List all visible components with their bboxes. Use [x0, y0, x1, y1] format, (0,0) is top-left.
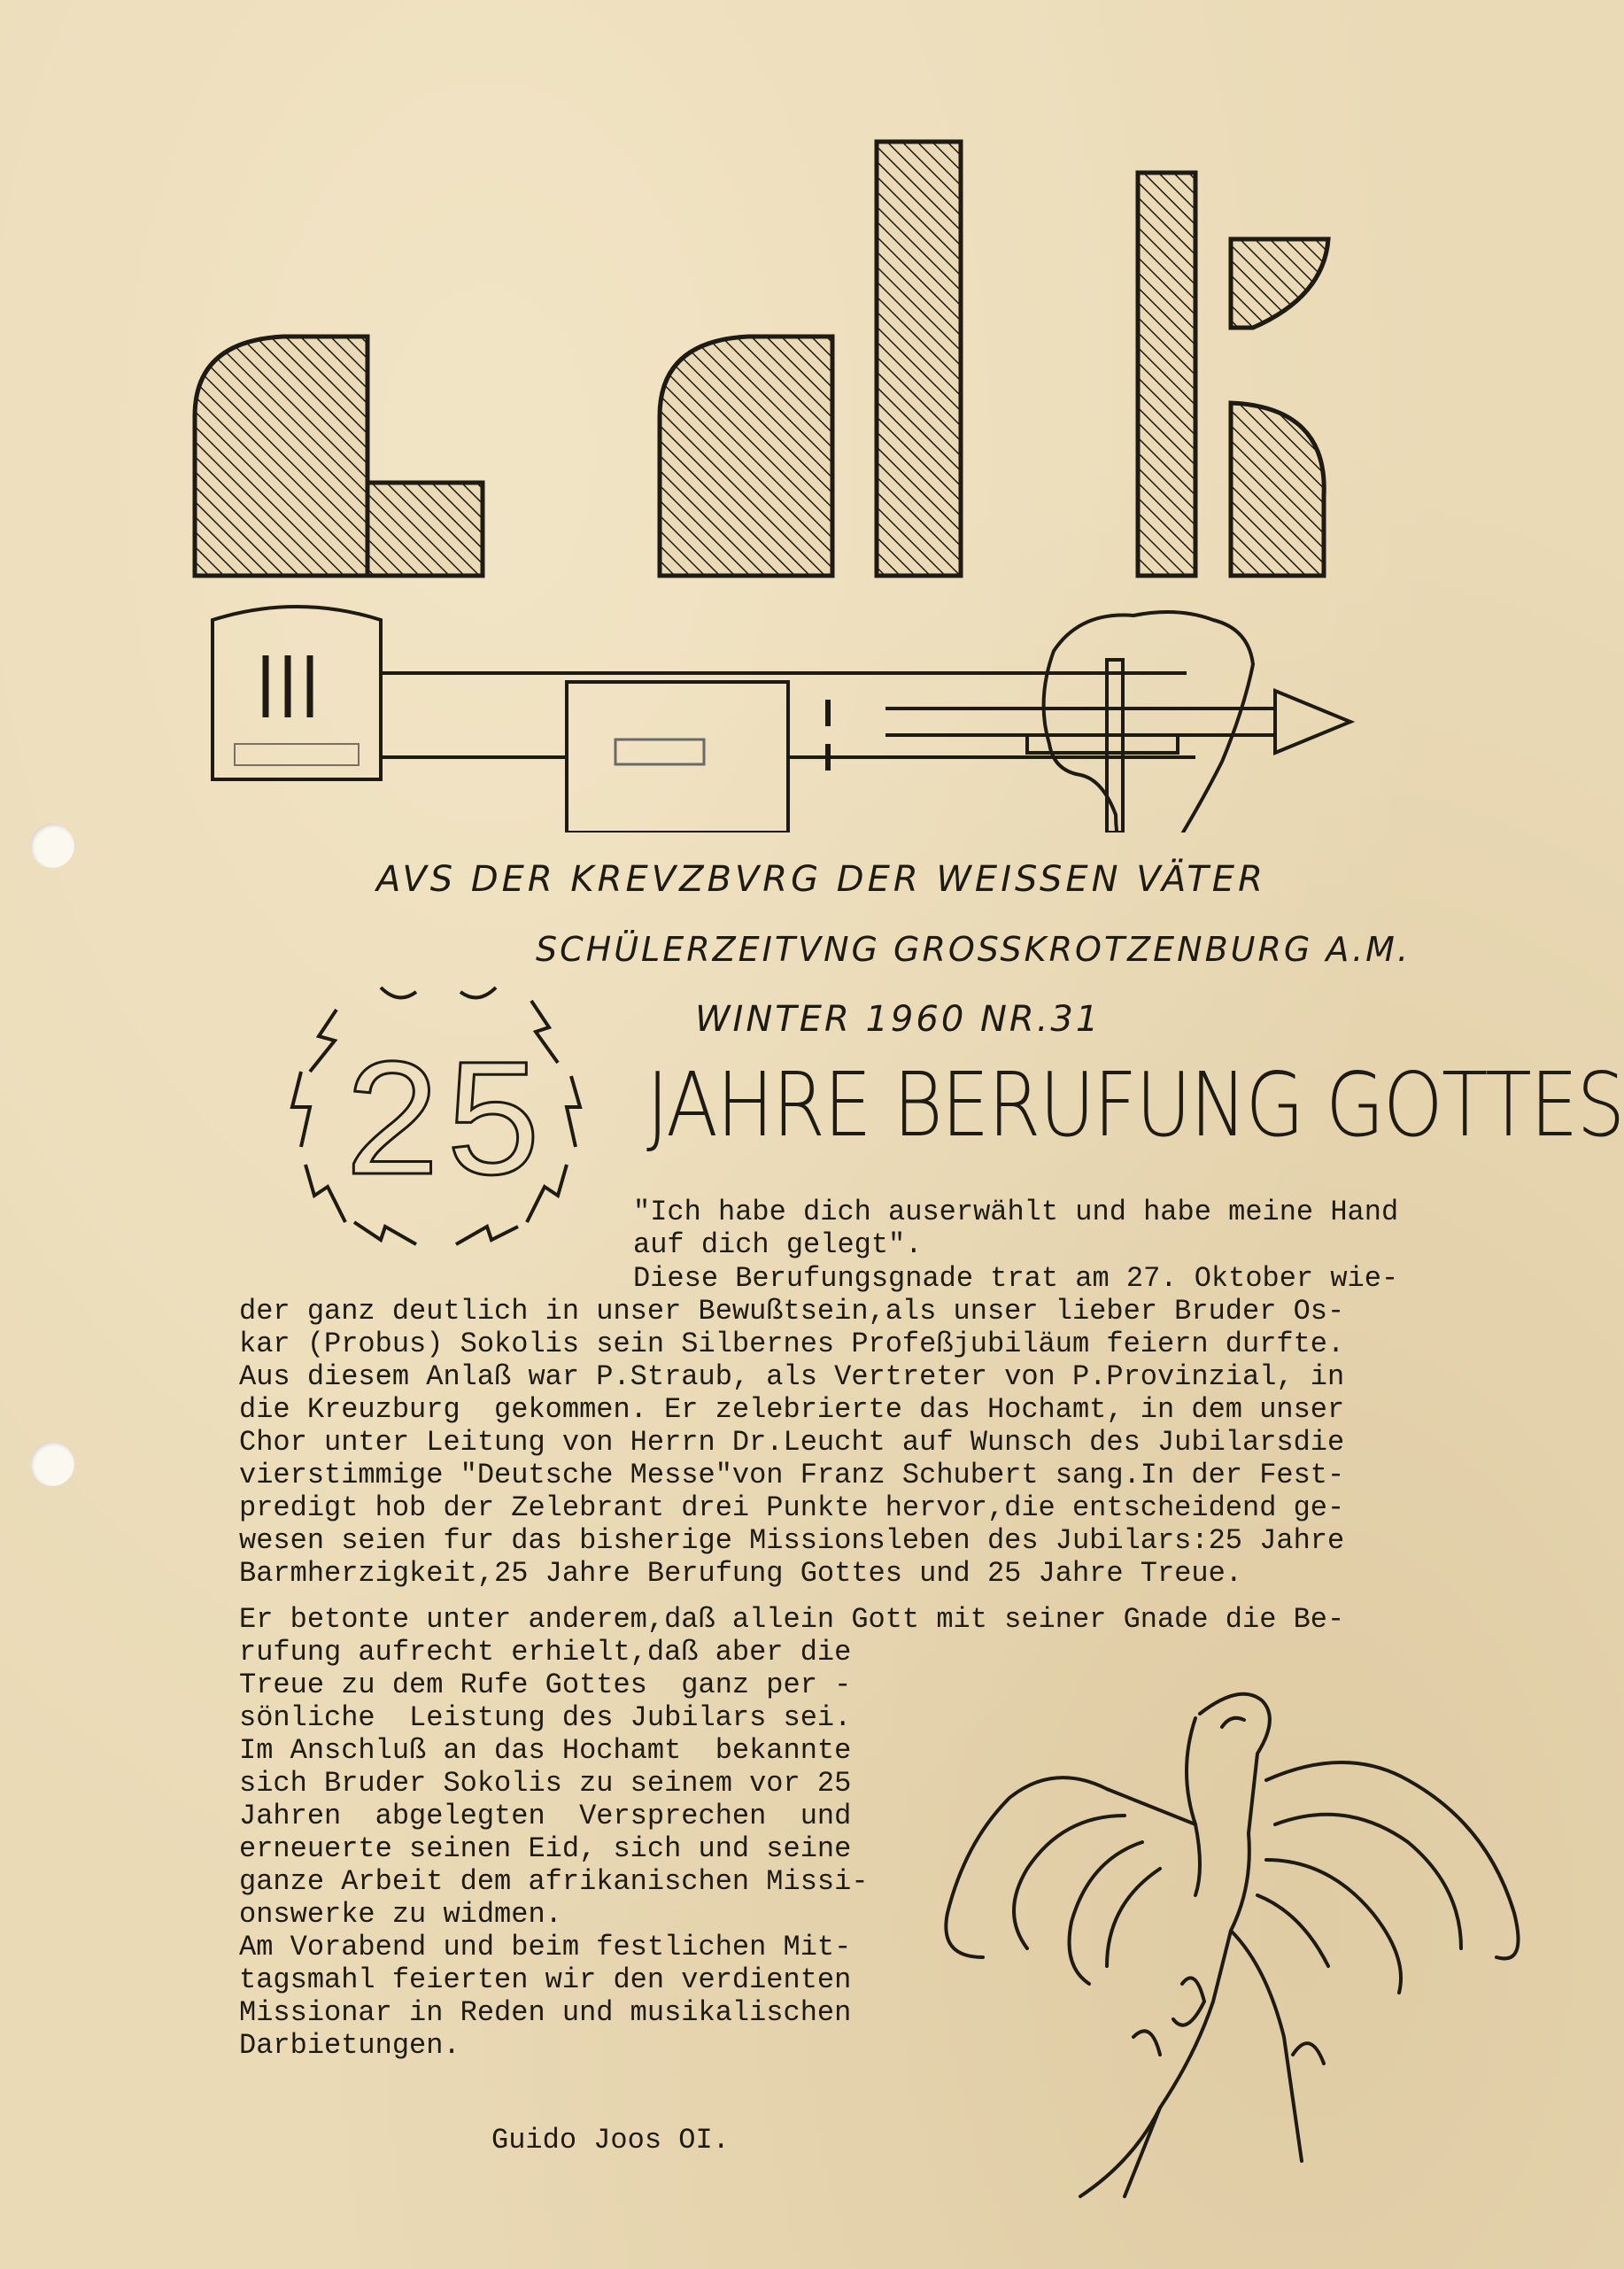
logo-letter-a1	[195, 337, 483, 576]
paragraph-2-line: Er betonte unter anderem,daß allein Gott mit seiner Gnade die Be-	[239, 1603, 1345, 1636]
cross-illustration	[213, 607, 1350, 832]
logo-letter-k	[1138, 173, 1328, 576]
paragraph-2-line: Treue zu dem Rufe Gottes ganz per -	[239, 1669, 852, 1701]
paragraph-1-line: der ganz deutlich in unser Bewußtsein,als unser lieber Bruder Os-	[239, 1295, 1345, 1328]
paragraph-2-line: Darbietungen.	[239, 2029, 460, 2062]
paragraph-1-line: wesen seien fur das bisherige Missionsleben des Jubilars:25 Jahre	[239, 1524, 1345, 1557]
paragraph-2-line: ganze Arbeit dem afrikanischen Missi-	[239, 1865, 869, 1898]
paragraph-1-line: kar (Probus) Sokolis sein Silbernes Profeßjubiläum feiern durfte.	[239, 1328, 1345, 1360]
paragraph-2-line: onswerke zu widmen.	[239, 1898, 562, 1931]
masthead-logo	[177, 124, 1417, 832]
quote-line-1: "Ich habe dich auserwählt und habe meine Hand	[633, 1196, 1399, 1228]
logo-letter-d	[660, 142, 961, 576]
headline-title: JAHRE BERUFUNG GOTTES	[646, 1053, 1624, 1157]
paragraph-2-line: Missionar in Reden und musikalischen	[239, 1996, 852, 2029]
paragraph-1-line: Chor unter Leitung von Herrn Dr.Leucht auf Wunsch des Jubilarsdie	[239, 1426, 1345, 1459]
paragraph-2-line: Am Vorabend und beim festlichen Mit-	[239, 1931, 852, 1963]
paragraph-2-line: sich Bruder Sokolis zu seinem vor 25	[239, 1767, 852, 1800]
paragraph-2-line: Jahren abgelegten Versprechen und	[239, 1800, 852, 1832]
wreath-number: 25	[341, 1034, 545, 1225]
paragraph-2-line: Im Anschluß an das Hochamt bekannte	[239, 1734, 852, 1767]
paragraph-1-line: predigt hob der Zelebrant drei Punkte hervor,die entscheidend ge-	[239, 1491, 1345, 1524]
paragraph-2-line: tagsmahl feierten wir den verdienten	[239, 1963, 852, 1996]
masthead-line-1: AVS DER KREVZBVRG DER WEISSEN VÄTER	[376, 859, 1266, 900]
paragraph-2-line: rufung aufrecht erhielt,daß aber die	[239, 1636, 852, 1669]
pelican-illustration	[930, 1665, 1567, 2214]
masthead-line-2: SCHÜLERZEITVNG GROSSKROTZENBURG A.M.	[536, 930, 1411, 969]
paragraph-1-line: Barmherzigkeit,25 Jahre Berufung Gottes und 25 Jahre Treue.	[239, 1557, 1242, 1590]
punch-hole-top	[30, 824, 74, 868]
paragraph-1-line: Diese Berufungsgnade trat am 27. Oktober wie-	[633, 1262, 1399, 1295]
paragraph-2-line: erneuerte seinen Eid, sich und seine	[239, 1832, 852, 1865]
quote-line-2: auf dich gelegt".	[633, 1228, 923, 1261]
paragraph-2-line: sönliche Leistung des Jubilars sei.	[239, 1701, 852, 1734]
paragraph-1-line: die Kreuzburg gekommen. Er zelebrierte das Hochamt, in dem unser	[239, 1393, 1345, 1426]
punch-hole-bottom	[30, 1442, 74, 1486]
author-signature: Guido Joos OI.	[491, 2124, 730, 2157]
masthead-line-3: WINTER 1960 NR.31	[695, 999, 1102, 1040]
paragraph-1-line: Aus diesem Anlaß war P.Straub, als Vertreter von P.Provinzial, in	[239, 1360, 1345, 1393]
anniversary-wreath	[266, 974, 620, 1293]
paragraph-1-line: vierstimmige "Deutsche Messe"von Franz Schubert sang.In der Fest-	[239, 1459, 1345, 1491]
